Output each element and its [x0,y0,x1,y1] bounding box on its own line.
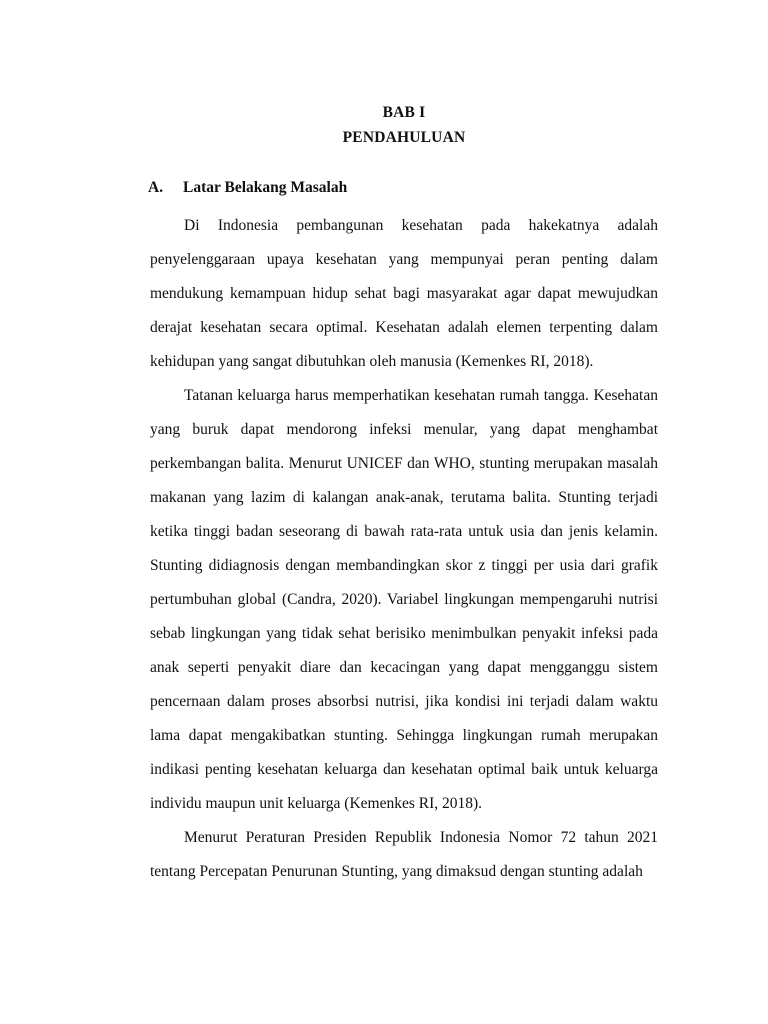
paragraph: Menurut Peraturan Presiden Republik Indonesia Nomor 72 tahun 2021 tentang Percepatan Penurunan Stunting, yang dimaksud dengan stunting adalah [150,829,658,880]
chapter-number: BAB I [382,104,426,121]
section-heading [148,178,347,198]
paragraph: Tatanan keluarga harus memperhatikan kesehatan rumah tangga. Kesehatan yang buruk dapat mendorong infeksi menular, yang dapat menghambat perkembangan balita. Menurut UNICEF dan WHO, stunting merupakan masalah makanan yang lazim di kalangan anak-anak, terutama balita. Stunting terjadi ketika tinggi badan seseorang di bawah rata-rata untuk usia dan jenis kelamin. Stunting didiagnosis dengan membandingkan skor z tinggi per usia dari grafik pertumbuhan global (Candra, 2020). Variabel lingkungan mempengaruhi nutrisi sebab lingkungan yang tidak sehat berisiko menimbulkan penyakit infeksi pada anak seperti penyakit diare dan kecacingan yang dapat mengganggu sistem pencernaan dalam proses absorbsi nutrisi, jika kondisi ini terjadi dalam waktu lama dapat mengakibatkan stunting. Sehingga lingkungan rumah merupakan indikasi penting kesehatan keluarga dan kesehatan optimal baik untuk keluarga individu maupun unit keluarga (Kemenkes RI, 2018). [150,387,658,812]
section-title: Latar Belakang Masalah [183,179,348,196]
section-letter: A. [148,179,164,196]
chapter-title: PENDAHULUAN [342,129,466,146]
body-text [150,209,658,889]
paragraph: Di Indonesia pembangunan kesehatan pada hakekatnya adalah penyelenggaraan upaya kesehatan yang mempunyai peran penting dalam mendukung kemampuan hidup sehat bagi masyarakat agar dapat mewujudkan derajat kesehatan secara optimal. Kesehatan adalah elemen terpenting dalam kehidupan yang sangat dibutuhkan oleh manusia (Kemenkes RI, 2018). [150,217,658,370]
